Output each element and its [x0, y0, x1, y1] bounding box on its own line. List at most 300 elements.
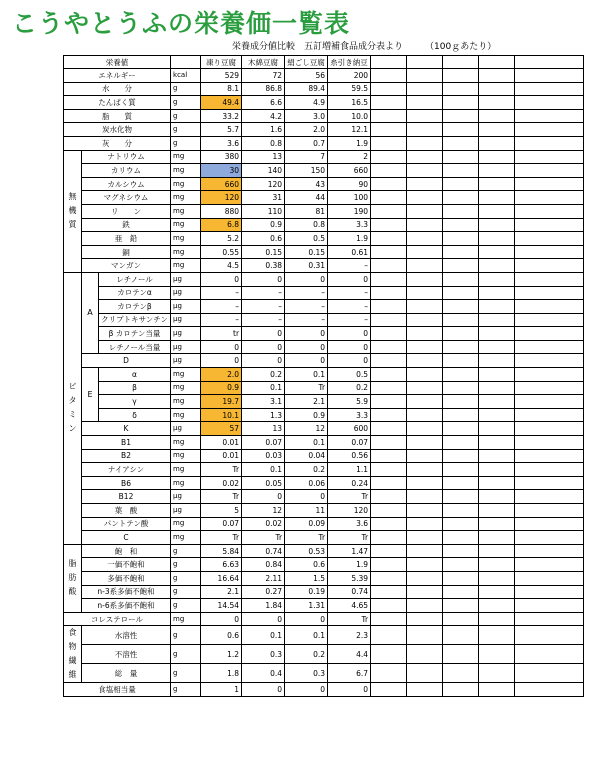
empty-cell — [479, 204, 515, 218]
header-blank — [515, 56, 584, 69]
empty-cell — [407, 191, 443, 205]
value-cell: 0.6 — [285, 558, 328, 572]
empty-cell — [515, 232, 584, 246]
value-cell: 1.31 — [285, 599, 328, 613]
empty-cell — [407, 259, 443, 273]
empty-cell — [479, 82, 515, 96]
empty-cell — [371, 96, 407, 110]
empty-cell — [371, 422, 407, 436]
value-cell: 0 — [201, 354, 242, 368]
empty-cell — [407, 408, 443, 422]
value-cell: 0.07 — [328, 436, 371, 450]
empty-cell — [407, 476, 443, 490]
empty-cell — [407, 449, 443, 463]
unit-cell: g — [171, 645, 201, 664]
value-cell: 660 — [328, 164, 371, 178]
value-cell: 0 — [328, 683, 371, 697]
value-cell: 600 — [328, 422, 371, 436]
value-cell: 5 — [201, 504, 242, 518]
nutrient-name: δ — [99, 408, 171, 422]
nutrient-name: ナトリウム — [82, 150, 171, 164]
category-label — [64, 626, 82, 683]
value-cell: 10.1 — [201, 408, 242, 422]
unit-cell: mg — [171, 395, 201, 409]
empty-cell — [479, 300, 515, 314]
nutrient-name: 炭水化物 — [64, 123, 171, 137]
unit-cell: μg — [171, 422, 201, 436]
table-row — [64, 381, 584, 395]
value-cell: 0 — [285, 340, 328, 354]
nutrient-name: γ — [99, 395, 171, 409]
header-blank — [371, 56, 407, 69]
value-cell: 30 — [201, 164, 242, 178]
empty-cell — [407, 123, 443, 137]
empty-cell — [443, 204, 479, 218]
table-row — [64, 354, 584, 368]
unit-cell: mg — [171, 204, 201, 218]
nutrient-name: 食塩相当量 — [64, 683, 171, 697]
table-row — [64, 395, 584, 409]
nutrient-name-text: B12 — [118, 492, 134, 502]
nutrient-name: n-6系多価不飽和 — [82, 599, 171, 613]
unit-cell: mg — [171, 368, 201, 382]
category-char: 質 — [68, 220, 77, 230]
empty-cell — [443, 327, 479, 341]
empty-cell — [515, 177, 584, 191]
table-row — [64, 191, 584, 205]
unit-cell: mg — [171, 449, 201, 463]
value-cell: 0.38 — [242, 259, 285, 273]
empty-cell — [479, 504, 515, 518]
value-cell: 0.07 — [201, 517, 242, 531]
empty-cell — [515, 395, 584, 409]
empty-cell — [443, 354, 479, 368]
nutrient-name: 水溶性 — [82, 626, 171, 645]
empty-cell — [479, 368, 515, 382]
value-cell: 86.8 — [242, 82, 285, 96]
empty-cell — [371, 476, 407, 490]
value-cell: 3.0 — [285, 109, 328, 123]
empty-cell — [443, 395, 479, 409]
empty-cell — [407, 571, 443, 585]
empty-cell — [443, 272, 479, 286]
category-char: 食 — [68, 628, 77, 638]
unit-cell: kcal — [171, 69, 201, 83]
empty-cell — [479, 571, 515, 585]
empty-cell — [443, 286, 479, 300]
unit-cell: μg — [171, 286, 201, 300]
empty-cell — [515, 150, 584, 164]
empty-cell — [371, 395, 407, 409]
nutrient-name: n-3系多価不飽和 — [82, 585, 171, 599]
empty-cell — [479, 327, 515, 341]
value-cell: 3.3 — [328, 408, 371, 422]
value-cell: – — [242, 300, 285, 314]
empty-cell — [371, 368, 407, 382]
value-cell: 0.1 — [242, 626, 285, 645]
empty-cell — [371, 612, 407, 626]
empty-cell — [479, 259, 515, 273]
table-row — [64, 476, 584, 490]
value-cell: tr — [201, 327, 242, 341]
table-row — [64, 136, 584, 150]
empty-cell — [371, 204, 407, 218]
value-cell: 120 — [328, 504, 371, 518]
unit-cell: μg — [171, 340, 201, 354]
value-cell: 0.19 — [285, 585, 328, 599]
nutrient-name-text: B6 — [121, 478, 131, 488]
unit-cell: mg — [171, 531, 201, 545]
value-cell: 5.2 — [201, 232, 242, 246]
empty-cell — [371, 381, 407, 395]
empty-cell — [407, 664, 443, 683]
value-cell: 1.1 — [328, 463, 371, 477]
unit-cell: mg — [171, 164, 201, 178]
nutrient-name: 葉 酸 — [82, 504, 171, 518]
empty-cell — [515, 218, 584, 232]
empty-cell — [515, 449, 584, 463]
value-cell: 12 — [285, 422, 328, 436]
value-cell: 0.1 — [285, 626, 328, 645]
category-char: ミ — [68, 410, 77, 420]
value-cell: 0 — [285, 354, 328, 368]
value-cell: 56 — [285, 69, 328, 83]
value-cell: 0 — [242, 490, 285, 504]
empty-cell — [371, 517, 407, 531]
value-cell: – — [285, 300, 328, 314]
value-cell: 4.5 — [201, 259, 242, 273]
unit-cell: mg — [171, 218, 201, 232]
unit-cell: g — [171, 82, 201, 96]
empty-cell — [371, 286, 407, 300]
empty-cell — [443, 381, 479, 395]
empty-cell — [407, 136, 443, 150]
empty-cell — [479, 245, 515, 259]
subtitle-per: （100ｇあたり） — [425, 42, 497, 52]
table-row — [64, 177, 584, 191]
table-row — [64, 463, 584, 477]
value-cell: 12.1 — [328, 123, 371, 137]
empty-cell — [479, 558, 515, 572]
table-row — [64, 408, 584, 422]
header-unit — [171, 56, 201, 69]
value-cell: 0.2 — [328, 381, 371, 395]
empty-cell — [407, 599, 443, 613]
value-cell: 0.5 — [328, 368, 371, 382]
value-cell: 3.1 — [242, 395, 285, 409]
table-header-row — [64, 56, 584, 69]
category-char: 維 — [68, 670, 77, 680]
table-row — [64, 218, 584, 232]
value-cell: 0 — [242, 683, 285, 697]
value-cell: – — [328, 313, 371, 327]
category-label — [64, 272, 82, 544]
value-cell: Tr — [285, 531, 328, 545]
value-cell: 0.3 — [242, 645, 285, 664]
unit-cell: g — [171, 571, 201, 585]
value-cell: 1.8 — [201, 664, 242, 683]
empty-cell — [371, 408, 407, 422]
empty-cell — [479, 599, 515, 613]
table-row — [64, 245, 584, 259]
unit-cell: g — [171, 683, 201, 697]
table-row — [64, 645, 584, 664]
empty-cell — [371, 683, 407, 697]
empty-cell — [407, 683, 443, 697]
value-cell: 31 — [242, 191, 285, 205]
empty-cell — [515, 381, 584, 395]
nutrient-name: レチノール当量 — [99, 340, 171, 354]
empty-cell — [479, 612, 515, 626]
empty-cell — [443, 585, 479, 599]
empty-cell — [479, 218, 515, 232]
header-blank — [443, 56, 479, 69]
unit-cell: μg — [171, 327, 201, 341]
nutrient-name-text: B1 — [121, 437, 131, 447]
header-momen-tofu: 木綿豆腐 — [242, 56, 285, 69]
empty-cell — [479, 476, 515, 490]
empty-cell — [371, 150, 407, 164]
value-cell: Tr — [328, 531, 371, 545]
nutrient-name: 不溶性 — [82, 645, 171, 664]
empty-cell — [515, 204, 584, 218]
empty-cell — [479, 645, 515, 664]
empty-cell — [515, 664, 584, 683]
empty-cell — [515, 368, 584, 382]
empty-cell — [515, 340, 584, 354]
header-nutrient: 栄養値 — [64, 56, 171, 69]
nutrient-name: 水 分 — [64, 82, 171, 96]
empty-cell — [515, 531, 584, 545]
nutrient-name: マグネシウム — [82, 191, 171, 205]
value-cell: 1.47 — [328, 544, 371, 558]
value-cell: 0.74 — [242, 544, 285, 558]
nutrient-name: β カロテン当量 — [99, 327, 171, 341]
empty-cell — [371, 177, 407, 191]
table-row — [64, 368, 584, 382]
value-cell: 1.6 — [242, 123, 285, 137]
empty-cell — [407, 612, 443, 626]
nutrient-name-text: B2 — [121, 451, 131, 461]
empty-cell — [443, 259, 479, 273]
empty-cell — [443, 150, 479, 164]
empty-cell — [479, 313, 515, 327]
empty-cell — [407, 300, 443, 314]
value-cell: 0.04 — [285, 449, 328, 463]
value-cell: 0 — [242, 327, 285, 341]
value-cell: – — [328, 286, 371, 300]
empty-cell — [443, 69, 479, 83]
category-char: 酸 — [68, 587, 77, 597]
empty-cell — [479, 517, 515, 531]
nutrient-name: クリプトキサンチン — [99, 313, 171, 327]
table-row — [64, 96, 584, 110]
value-cell: 660 — [201, 177, 242, 191]
nutrient-name: 多価不飽和 — [82, 571, 171, 585]
value-cell: 33.2 — [201, 109, 242, 123]
empty-cell — [443, 517, 479, 531]
empty-cell — [371, 449, 407, 463]
value-cell: 1.84 — [242, 599, 285, 613]
empty-cell — [515, 82, 584, 96]
value-cell: – — [242, 313, 285, 327]
empty-cell — [407, 96, 443, 110]
value-cell: 0.02 — [201, 476, 242, 490]
empty-cell — [371, 327, 407, 341]
value-cell: 0 — [242, 340, 285, 354]
empty-cell — [443, 449, 479, 463]
empty-cell — [515, 422, 584, 436]
empty-cell — [443, 109, 479, 123]
value-cell: 100 — [328, 191, 371, 205]
empty-cell — [371, 544, 407, 558]
nutrient-name: C — [82, 531, 171, 545]
table-row — [64, 436, 584, 450]
empty-cell — [515, 436, 584, 450]
value-cell: 14.54 — [201, 599, 242, 613]
nutrient-name — [82, 490, 171, 504]
empty-cell — [479, 449, 515, 463]
empty-cell — [371, 504, 407, 518]
category-char: ビ — [68, 382, 77, 392]
value-cell: 0.3 — [285, 664, 328, 683]
empty-cell — [371, 599, 407, 613]
empty-cell — [443, 476, 479, 490]
empty-cell — [443, 313, 479, 327]
category-char: ン — [68, 424, 77, 434]
empty-cell — [479, 381, 515, 395]
empty-cell — [479, 408, 515, 422]
value-cell: 81 — [285, 204, 328, 218]
value-cell: 0 — [285, 272, 328, 286]
value-cell: 0.07 — [242, 436, 285, 450]
value-cell: 16.64 — [201, 571, 242, 585]
value-cell: 0.6 — [242, 232, 285, 246]
value-cell: 0.05 — [242, 476, 285, 490]
empty-cell — [407, 82, 443, 96]
empty-cell — [479, 340, 515, 354]
empty-cell — [371, 436, 407, 450]
empty-cell — [443, 664, 479, 683]
empty-cell — [407, 245, 443, 259]
empty-cell — [407, 177, 443, 191]
value-cell: 200 — [328, 69, 371, 83]
value-cell: 12 — [242, 504, 285, 518]
table-row — [64, 123, 584, 137]
nutrient-name: エネルギー — [64, 69, 171, 83]
empty-cell — [407, 327, 443, 341]
value-cell: 0 — [201, 612, 242, 626]
value-cell: 0.15 — [285, 245, 328, 259]
value-cell: 89.4 — [285, 82, 328, 96]
empty-cell — [371, 626, 407, 645]
nutrient-name: 鉄 — [82, 218, 171, 232]
value-cell: 0.1 — [285, 436, 328, 450]
empty-cell — [407, 558, 443, 572]
value-cell: 0.01 — [201, 436, 242, 450]
value-cell: 6.63 — [201, 558, 242, 572]
empty-cell — [371, 313, 407, 327]
empty-cell — [407, 164, 443, 178]
empty-cell — [371, 272, 407, 286]
unit-cell: μg — [171, 300, 201, 314]
value-cell: 49.4 — [201, 96, 242, 110]
empty-cell — [407, 286, 443, 300]
category-char: タ — [68, 396, 77, 406]
value-cell: 13 — [242, 422, 285, 436]
empty-cell — [515, 517, 584, 531]
unit-cell: g — [171, 558, 201, 572]
unit-cell: mg — [171, 517, 201, 531]
unit-cell: μg — [171, 504, 201, 518]
nutrient-name: カロテンα — [99, 286, 171, 300]
unit-cell: g — [171, 585, 201, 599]
empty-cell — [515, 123, 584, 137]
empty-cell — [443, 177, 479, 191]
value-cell: 72 — [242, 69, 285, 83]
unit-cell: g — [171, 136, 201, 150]
value-cell: 2.3 — [328, 626, 371, 645]
table-row — [64, 612, 584, 626]
empty-cell — [515, 313, 584, 327]
empty-cell — [371, 531, 407, 545]
empty-cell — [407, 585, 443, 599]
unit-cell: g — [171, 664, 201, 683]
value-cell: 120 — [242, 177, 285, 191]
value-cell: 0.56 — [328, 449, 371, 463]
nutrient-name: カリウム — [82, 164, 171, 178]
table-row — [64, 69, 584, 83]
value-cell: 90 — [328, 177, 371, 191]
empty-cell — [407, 340, 443, 354]
empty-cell — [371, 218, 407, 232]
empty-cell — [371, 123, 407, 137]
empty-cell — [515, 612, 584, 626]
empty-cell — [515, 109, 584, 123]
unit-cell: g — [171, 544, 201, 558]
empty-cell — [479, 490, 515, 504]
table-row — [64, 504, 584, 518]
header-kori-tofu: 凍り豆腐 — [201, 56, 242, 69]
nutrient-name: 一価不飽和 — [82, 558, 171, 572]
empty-cell — [407, 69, 443, 83]
header-blank — [479, 56, 515, 69]
value-cell: 2.0 — [201, 368, 242, 382]
table-row — [64, 490, 584, 504]
value-cell: 43 — [285, 177, 328, 191]
empty-cell — [443, 683, 479, 697]
empty-cell — [371, 191, 407, 205]
empty-cell — [515, 476, 584, 490]
nutrient-name: D — [82, 354, 171, 368]
empty-cell — [515, 626, 584, 645]
value-cell: 0 — [242, 272, 285, 286]
empty-cell — [407, 232, 443, 246]
value-cell: 19.7 — [201, 395, 242, 409]
table-row — [64, 150, 584, 164]
nutrient-name: 飽 和 — [82, 544, 171, 558]
table-row — [64, 517, 584, 531]
empty-cell — [371, 571, 407, 585]
empty-cell — [515, 683, 584, 697]
category-char: 繊 — [68, 656, 77, 666]
value-cell: 120 — [201, 191, 242, 205]
nutrient-name: カロテンβ — [99, 300, 171, 314]
empty-cell — [443, 408, 479, 422]
value-cell: 3.6 — [328, 517, 371, 531]
value-cell: 0.27 — [242, 585, 285, 599]
value-cell: 0.5 — [285, 232, 328, 246]
